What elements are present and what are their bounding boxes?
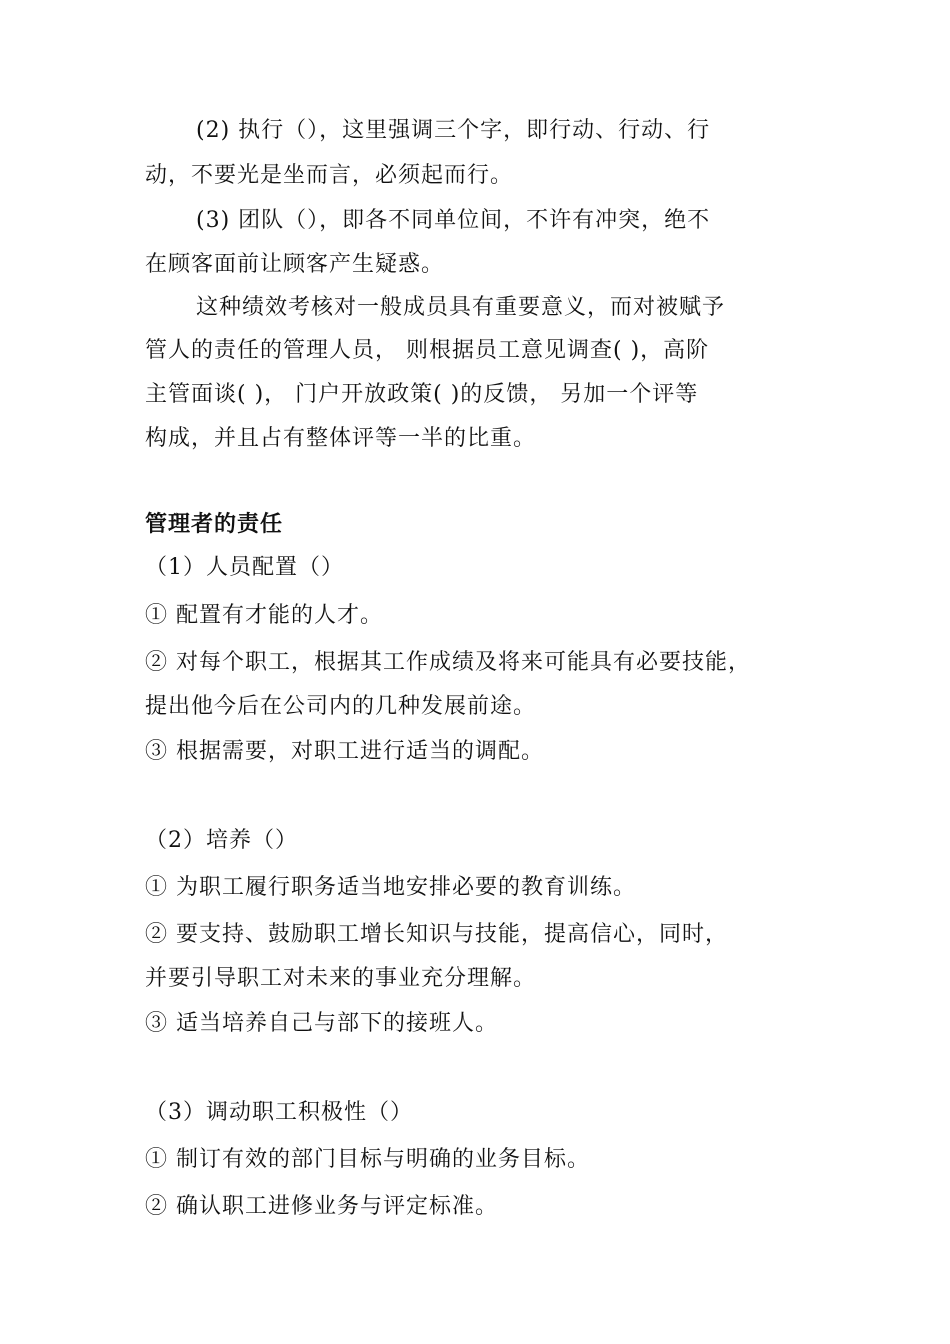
staffing-heading: （1）人员配置（）	[145, 555, 344, 580]
staffing-item-2-line-2: 提出他今后在公司内的几种发展前途。	[145, 694, 537, 719]
paragraph-team-line-1: (3) 团队（），即各不同单位间，不许有冲突，绝不	[196, 208, 711, 233]
paragraph-appraisal-line-1: 这种绩效考核对一般成员具有重要意义，而对被赋予	[196, 295, 726, 320]
paragraph-appraisal-line-3: 主管面谈( )， 门户开放政策( )的反馈， 另加一个评等	[145, 382, 699, 407]
training-item-1: ① 为职工履行职务适当地安排必要的教育训练。	[145, 875, 636, 900]
training-item-3: ③ 适当培养自己与部下的接班人。	[145, 1011, 498, 1036]
training-item-2-line-1: ② 要支持、鼓励职工增长知识与技能，提高信心，同时，	[145, 922, 728, 947]
training-heading: （2）培养（）	[145, 828, 298, 853]
paragraph-team-line-2: 在顾客面前让顾客产生疑惑。	[145, 252, 445, 277]
paragraph-appraisal-line-4: 构成，并且占有整体评等一半的比重。	[145, 426, 537, 451]
paragraph-execution-line-2: 动，不要光是坐而言，必须起而行。	[145, 163, 514, 188]
staffing-item-2-line-1: ② 对每个职工，根据其工作成绩及将来可能具有必要技能，	[145, 650, 751, 675]
paragraph-execution-line-1: (2) 执行（），这里强调三个字，即行动、行动、行	[196, 118, 711, 143]
motivation-heading: （3）调动职工积极性（）	[145, 1100, 413, 1125]
section-title: 管理者的责任	[145, 512, 284, 537]
staffing-item-3: ③ 根据需要，对职工进行适当的调配。	[145, 739, 544, 764]
training-item-2-line-2: 并要引导职工对未来的事业充分理解。	[145, 966, 537, 991]
motivation-item-2: ② 确认职工进修业务与评定标准。	[145, 1194, 498, 1219]
motivation-item-1: ① 制订有效的部门目标与明确的业务目标。	[145, 1147, 590, 1172]
staffing-item-1: ① 配置有才能的人才。	[145, 603, 383, 628]
paragraph-appraisal-line-2: 管人的责任的管理人员， 则根据员工意见调查( )，高阶	[145, 338, 710, 363]
